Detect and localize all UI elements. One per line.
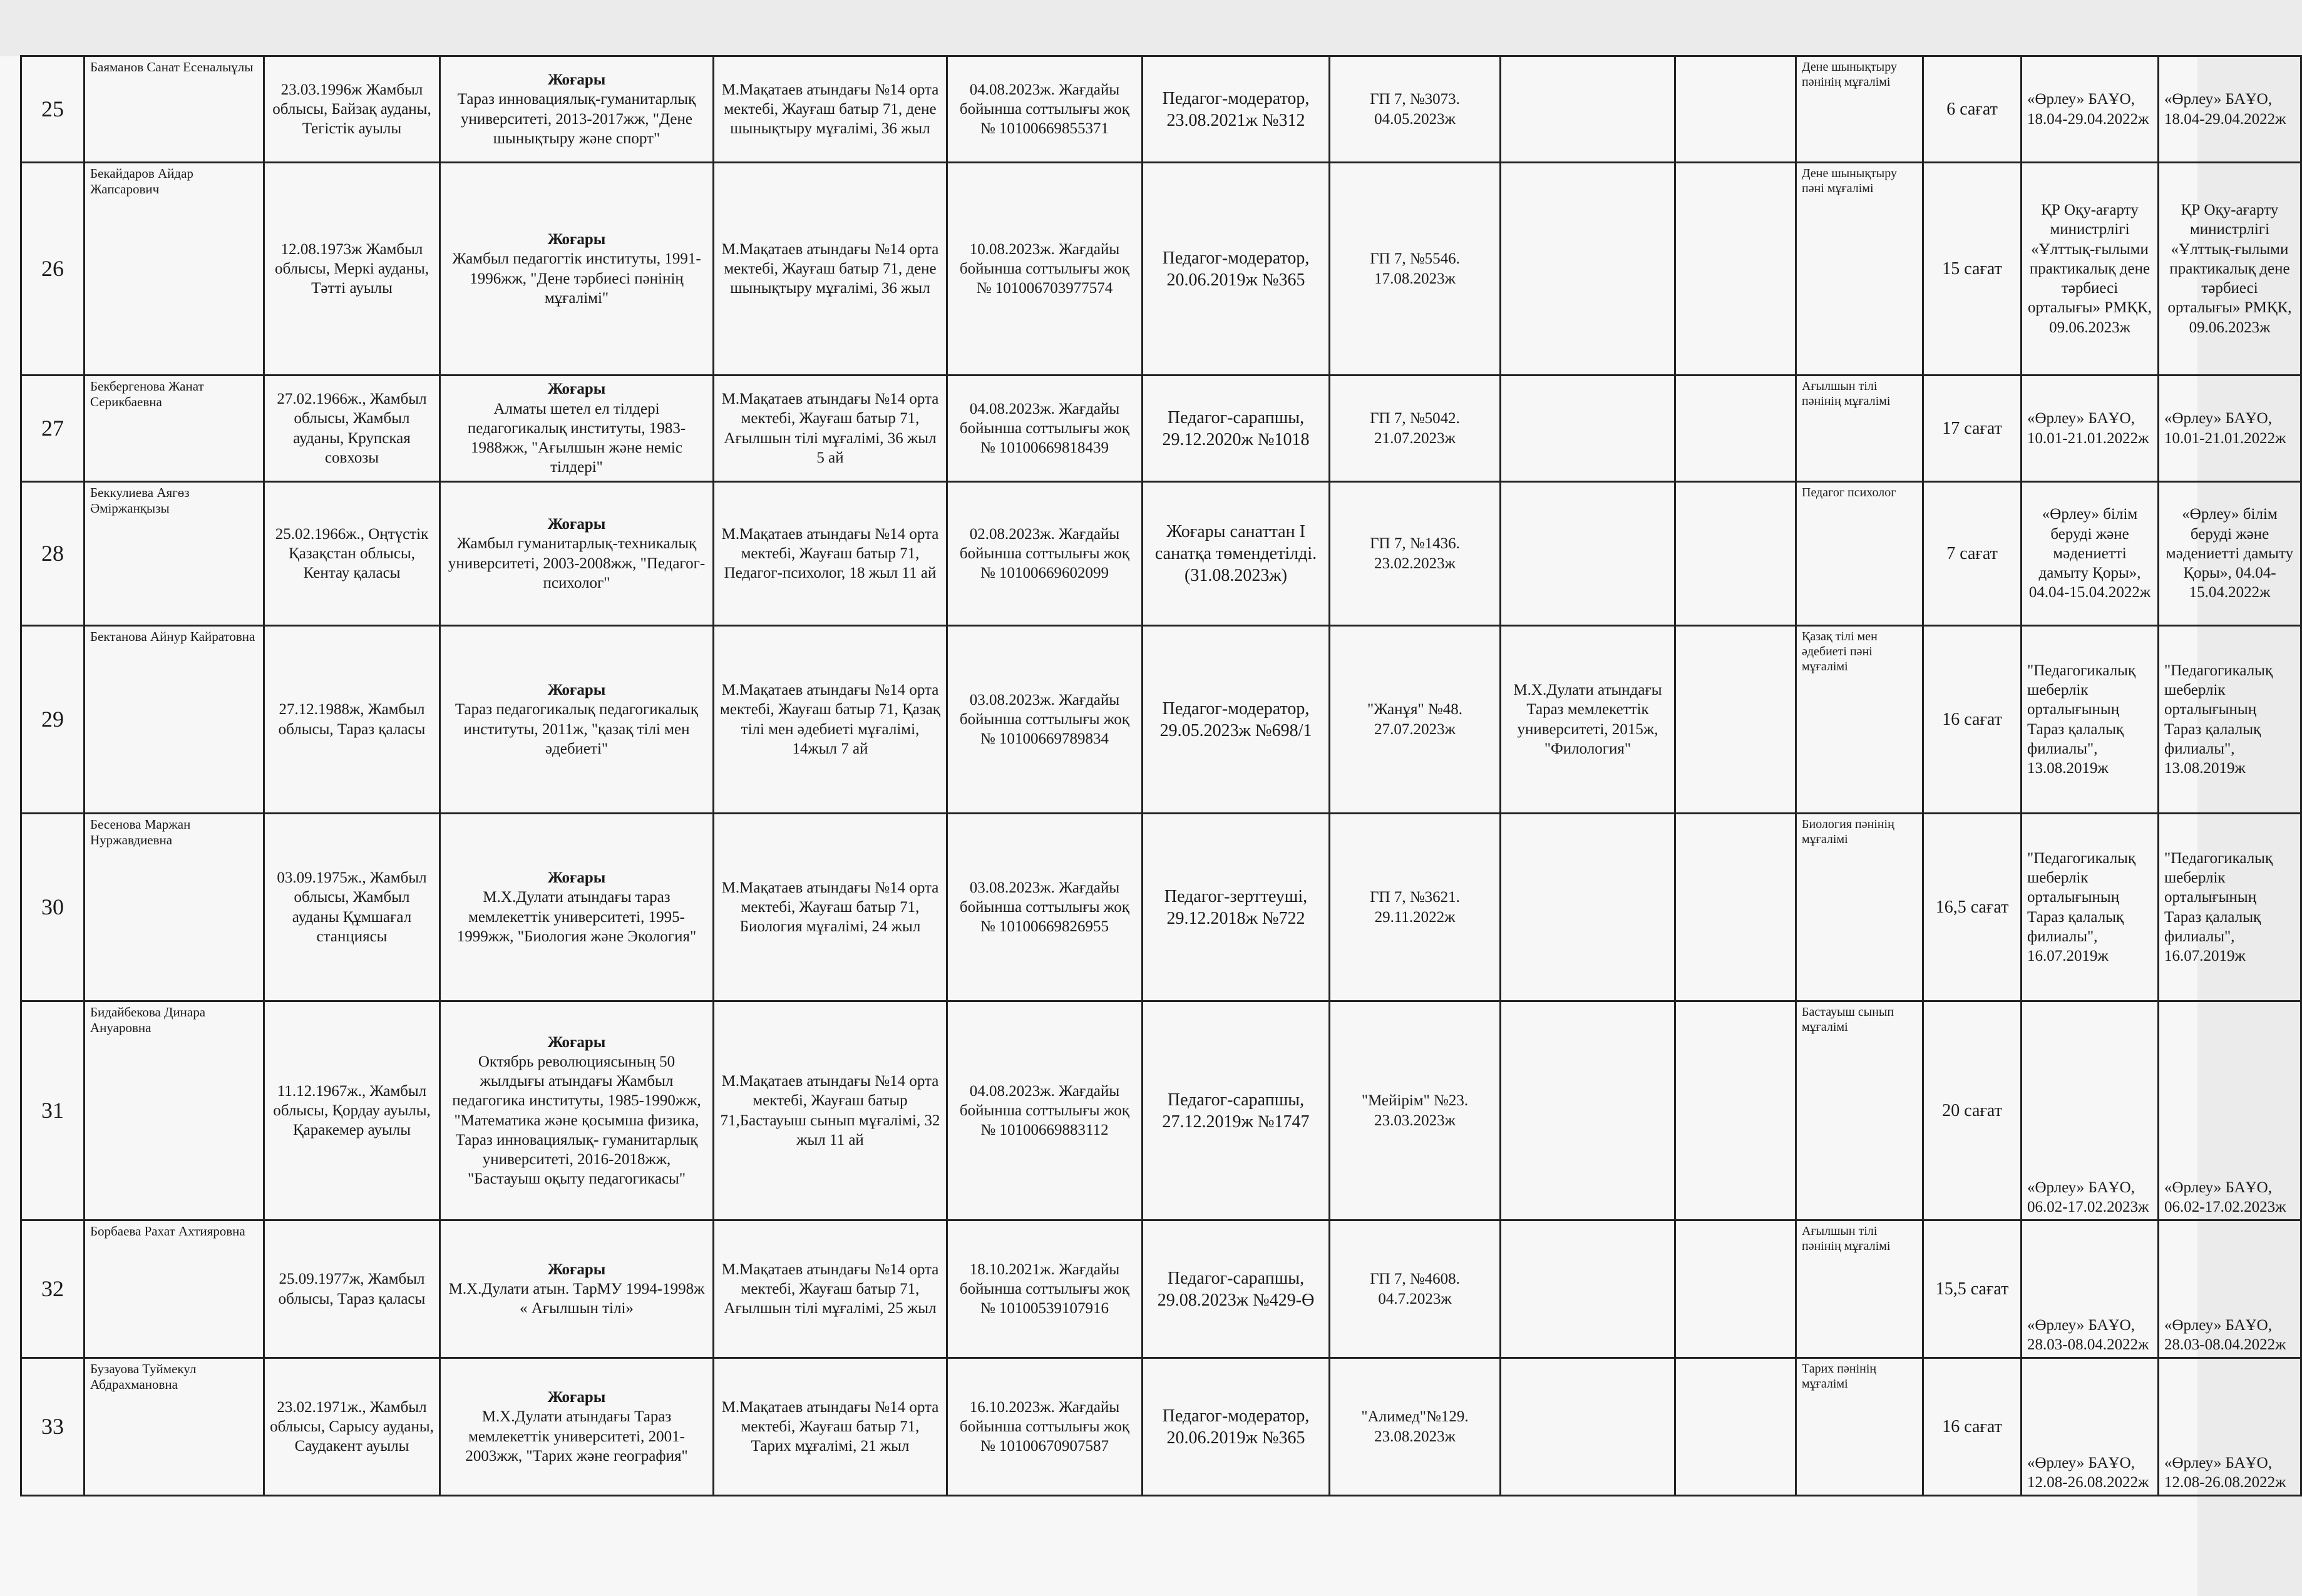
row-number: 25 [21, 56, 85, 163]
course-info-1: "Педагогикалық шеберлік орталығының Тараз қалалық филиалы", 16.07.2019ж [2022, 814, 2159, 1001]
education-level: Жоғары [547, 71, 606, 88]
workplace-info: М.Мақатаев атындағы №14 орта мектебі, Жауғаш батыр 71, дене шынықтыру мұғалімі, 36 жыл [714, 56, 947, 163]
education-info [440, 56, 714, 163]
education-text: М.Х.Дулати атын. ТарМУ 1994-1998ж « Ағылшын тілі» [448, 1280, 705, 1317]
course-info-1: «Өрлеу» БАҰО, 28.03-08.04.2022ж [2022, 1220, 2159, 1358]
position-info: Ағылшын тілі пәнінің мұғалімі [1796, 1220, 1923, 1358]
position-info: Дене шынықтыру пәні мұғалімі [1796, 163, 1923, 376]
teacher-name: Баяманов Санат Есеналыұлы [85, 56, 264, 163]
category-info: Педагог-сарапшы, 27.12.2019ж №1747 [1143, 1001, 1330, 1220]
birth-info: 25.02.1966ж., Оңтүстік Қазақстан облысы, Кентау қаласы [264, 482, 440, 626]
row-number: 31 [21, 1001, 85, 1220]
position-info: Биология пәнінің мұғалімі [1796, 814, 1923, 1001]
row-number: 28 [21, 482, 85, 626]
workplace-info: М.Мақатаев атындағы №14 орта мектебі, Жауғаш батыр 71, Қазақ тілі мен әдебиеті мұғалімі, 14жыл 7 ай [714, 626, 947, 814]
table-row [21, 1220, 2301, 1358]
certificate-info: 10.08.2023ж. Жағдайы бойынша соттылығы жоқ № 101006703977574 [947, 163, 1143, 376]
position-info: Бастауыш сынып мұғалімі [1796, 1001, 1923, 1220]
category-info: Педагог-модератор, 20.06.2019ж №365 [1143, 163, 1330, 376]
category-info: Педагог-зерттеуші, 29.12.2018ж №722 [1143, 814, 1330, 1001]
course-info-1: "Педагогикалық шеберлік орталығының Тараз қалалық филиалы", 13.08.2019ж [2022, 626, 2159, 814]
course-info-2: «Өрлеу» БАҰО, 18.04-29.04.2022ж [2159, 56, 2301, 163]
workplace-info: М.Мақатаев атындағы №14 орта мектебі, Жауғаш батыр 71, Педагог-психолог, 18 жыл 11 ай [714, 482, 947, 626]
attestation-info: ГП 7, №5546. 17.08.2023ж [1330, 163, 1501, 376]
position-info: Ағылшын тілі пәнінің мұғалімі [1796, 376, 1923, 482]
table-row [21, 1001, 2301, 1220]
education-level: Жоғары [547, 682, 606, 698]
education-text: М.Х.Дулати атындағы тараз мемлекеттік университеті, 1995-1999жж, "Биология және Экология" [456, 889, 697, 945]
row-number: 32 [21, 1220, 85, 1358]
position-info: Қазақ тілі мен әдебиеті пәні мұғалімі [1796, 626, 1923, 814]
education-info [440, 376, 714, 482]
certificate-info: 04.08.2023ж. Жағдайы бойынша соттылығы жоқ № 10100669818439 [947, 376, 1143, 482]
birth-info: 11.12.1967ж., Жамбыл облысы, Қордау ауылы, Қаракемер ауылы [264, 1001, 440, 1220]
teaching-hours: 16 сағат [1923, 1358, 2022, 1496]
teaching-hours: 15,5 сағат [1923, 1220, 2022, 1358]
attestation-info: "Жанұя" №48. 27.07.2023ж [1330, 626, 1501, 814]
extra-cell [1675, 1001, 1796, 1220]
second-education: М.Х.Дулати атындағы Тараз мемлекеттік университеті, 2015ж, "Филология" [1501, 626, 1675, 814]
second-education [1501, 482, 1675, 626]
course-info-1: «Өрлеу» БАҰО, 12.08-26.08.2022ж [2022, 1358, 2159, 1496]
category-info: Педагог-модератор, 29.05.2023ж №698/1 [1143, 626, 1330, 814]
birth-info: 03.09.1975ж., Жамбыл облысы, Жамбыл ауданы Құмшағал станциясы [264, 814, 440, 1001]
course-info-2: «Өрлеу» БАҰО, 06.02-17.02.2023ж [2159, 1001, 2301, 1220]
teaching-hours: 7 сағат [1923, 482, 2022, 626]
teaching-hours: 16 сағат [1923, 626, 2022, 814]
extra-cell [1675, 482, 1796, 626]
education-level: Жоғары [547, 231, 606, 248]
birth-info: 12.08.1973ж Жамбыл облысы, Меркі ауданы, Тәтті ауылы [264, 163, 440, 376]
attestation-info: "Алимед"№129. 23.08.2023ж [1330, 1358, 1501, 1496]
course-info-2: «Өрлеу» БАҰО, 10.01-21.01.2022ж [2159, 376, 2301, 482]
birth-info: 27.12.1988ж, Жамбыл облысы, Тараз қаласы [264, 626, 440, 814]
course-info-2: "Педагогикалық шеберлік орталығының Тараз қалалық филиалы", 13.08.2019ж [2159, 626, 2301, 814]
extra-cell [1675, 1220, 1796, 1358]
certificate-info: 02.08.2023ж. Жағдайы бойынша соттылығы жоқ № 10100669602099 [947, 482, 1143, 626]
course-info-1: ҚР Оқу-ағарту министрлігі «Ұлттық-ғылыми практикалық дене тәрбиесі орталығы» РМҚК, 09.06.2023ж [2022, 163, 2159, 376]
table-row [21, 376, 2301, 482]
education-level: Жоғары [547, 381, 606, 398]
birth-info: 25.09.1977ж, Жамбыл облысы, Тараз қаласы [264, 1220, 440, 1358]
second-education [1501, 814, 1675, 1001]
certificate-info: 04.08.2023ж. Жағдайы бойынша соттылығы жоқ № 10100669855371 [947, 56, 1143, 163]
education-text: Алматы шетел ел тілдері педагогикалық институты, 1983-1988жж, "Ағылшын және неміс тілдері" [467, 400, 686, 476]
row-number: 30 [21, 814, 85, 1001]
education-info [440, 1001, 714, 1220]
workplace-info: М.Мақатаев атындағы №14 орта мектебі, Жауғаш батыр 71, дене шынықтыру мұғалімі, 36 жыл [714, 163, 947, 376]
category-info: Педагог-модератор, 20.06.2019ж №365 [1143, 1358, 1330, 1496]
second-education [1501, 1358, 1675, 1496]
table-row [21, 56, 2301, 163]
course-info-1: «Өрлеу» БАҰО, 10.01-21.01.2022ж [2022, 376, 2159, 482]
education-info [440, 163, 714, 376]
table-row [21, 814, 2301, 1001]
education-text: Тараз инновациялық-гуманитарлық университеті, 2013-2017жж, "Дене шынықтыру және спорт" [457, 91, 696, 147]
extra-cell [1675, 626, 1796, 814]
teacher-name: Бесенова Маржан Нуржавдиевна [85, 814, 264, 1001]
table-row [21, 626, 2301, 814]
second-education [1501, 56, 1675, 163]
education-info [440, 1358, 714, 1496]
attestation-info: "Мейірім" №23. 23.03.2023ж [1330, 1001, 1501, 1220]
certificate-info: 16.10.2023ж. Жағдайы бойынша соттылығы жоқ № 10100670907587 [947, 1358, 1143, 1496]
education-info [440, 1220, 714, 1358]
course-info-2: "Педагогикалық шеберлік орталығының Тараз қалалық филиалы", 16.07.2019ж [2159, 814, 2301, 1001]
category-info: Жоғары санаттан І санатқа төмендетілді. (31.08.2023ж) [1143, 482, 1330, 626]
position-info: Дене шынықтыру пәнінің мұғалімі [1796, 56, 1923, 163]
education-level: Жоғары [547, 1033, 606, 1051]
teacher-name: Беккулиева Аягөз Әміржанқызы [85, 482, 264, 626]
education-info [440, 626, 714, 814]
position-info: Педагог психолог [1796, 482, 1923, 626]
course-info-1: «Өрлеу» БАҰО, 18.04-29.04.2022ж [2022, 56, 2159, 163]
birth-info: 23.02.1971ж., Жамбыл облысы, Сарысу ауданы, Саудакент ауылы [264, 1358, 440, 1496]
certificate-info: 03.08.2023ж. Жағдайы бойынша соттылығы жоқ № 10100669826955 [947, 814, 1143, 1001]
second-education [1501, 376, 1675, 482]
course-info-2: «Өрлеу» БАҰО, 12.08-26.08.2022ж [2159, 1358, 2301, 1496]
teacher-name: Борбаева Рахат Ахтияровна [85, 1220, 264, 1358]
workplace-info: М.Мақатаев атындағы №14 орта мектебі, Жауғаш батыр 71, Ағылшын тілі мұғалімі, 36 жыл 5 ай [714, 376, 947, 482]
table-row [21, 163, 2301, 376]
teaching-hours: 16,5 сағат [1923, 814, 2022, 1001]
birth-info: 23.03.1996ж Жамбыл облысы, Байзақ ауданы, Тегістік ауылы [264, 56, 440, 163]
attestation-info: ГП 7, №1436. 23.02.2023ж [1330, 482, 1501, 626]
second-education [1501, 1001, 1675, 1220]
row-number: 27 [21, 376, 85, 482]
position-info: Тарих пәнінің мұғалімі [1796, 1358, 1923, 1496]
teacher-name: Бекбергенова Жанат Серикбаевна [85, 376, 264, 482]
teaching-hours: 15 сағат [1923, 163, 2022, 376]
teacher-name: Бекайдаров Айдар Жапсарович [85, 163, 264, 376]
extra-cell [1675, 376, 1796, 482]
staff-table [20, 55, 2302, 1496]
extra-cell [1675, 163, 1796, 376]
education-level: Жоғары [547, 869, 606, 886]
attestation-info: ГП 7, №3073. 04.05.2023ж [1330, 56, 1501, 163]
education-info [440, 814, 714, 1001]
course-info-2: «Өрлеу» білім беруді және мәдениетті дамыту Қоры», 04.04-15.04.2022ж [2159, 482, 2301, 626]
teaching-hours: 17 сағат [1923, 376, 2022, 482]
extra-cell [1675, 814, 1796, 1001]
education-level: Жоғары [547, 1389, 606, 1406]
workplace-info: М.Мақатаев атындағы №14 орта мектебі, Жауғаш батыр 71,Бастауыш сынып мұғалімі, 32 жыл 11 ай [714, 1001, 947, 1220]
teacher-name: Бектанова Айнур Кайратовна [85, 626, 264, 814]
row-number: 29 [21, 626, 85, 814]
course-info-2: «Өрлеу» БАҰО, 28.03-08.04.2022ж [2159, 1220, 2301, 1358]
education-text: Жамбыл педагогтік институты, 1991-1996жж, "Дене тәрбиесі пәнінің мұғалімі" [452, 250, 701, 307]
course-info-2: ҚР Оқу-ағарту министрлігі «Ұлттық-ғылыми практикалық дене тәрбиесі орталығы» РМҚК, 09.06.2023ж [2159, 163, 2301, 376]
attestation-info: ГП 7, №4608. 04.7.2023ж [1330, 1220, 1501, 1358]
teacher-name: Бузауова Туймекул Абдрахмановна [85, 1358, 264, 1496]
second-education [1501, 163, 1675, 376]
course-info-1: «Өрлеу» БАҰО, 06.02-17.02.2023ж [2022, 1001, 2159, 1220]
certificate-info: 04.08.2023ж. Жағдайы бойынша соттылығы жоқ № 10100669883112 [947, 1001, 1143, 1220]
certificate-info: 18.10.2021ж. Жағдайы бойынша соттылығы жоқ № 10100539107916 [947, 1220, 1143, 1358]
row-number: 33 [21, 1358, 85, 1496]
workplace-info: М.Мақатаев атындағы №14 орта мектебі, Жауғаш батыр 71, Ағылшын тілі мұғалімі, 25 жыл [714, 1220, 947, 1358]
course-info-1: «Өрлеу» білім беруді және мәдениетті дамыту Қоры», 04.04-15.04.2022ж [2022, 482, 2159, 626]
extra-cell [1675, 56, 1796, 163]
row-number: 26 [21, 163, 85, 376]
attestation-info: ГП 7, №5042. 21.07.2023ж [1330, 376, 1501, 482]
education-text: Жамбыл гуманитарлық-техникалық университеті, 2003-2008жж, "Педагог-психолог" [448, 535, 706, 591]
extra-cell [1675, 1358, 1796, 1496]
category-info: Педагог-модератор, 23.08.2021ж №312 [1143, 56, 1330, 163]
category-info: Педагог-сарапшы, 29.12.2020ж №1018 [1143, 376, 1330, 482]
workplace-info: М.Мақатаев атындағы №14 орта мектебі, Жауғаш батыр 71, Биология мұғалімі, 24 жыл [714, 814, 947, 1001]
education-text: Тараз педагогикалық педагогикалық институты, 2011ж, "қазақ тілі мен әдебиеті" [455, 701, 699, 757]
certificate-info: 03.08.2023ж. Жағдайы бойынша соттылығы жоқ № 10100669789834 [947, 626, 1143, 814]
birth-info: 27.02.1966ж., Жамбыл облысы, Жамбыл ауданы, Крупская совхозы [264, 376, 440, 482]
education-text: М.Х.Дулати атындағы Тараз мемлекеттік университеті, 2001-2003жж, "Тарих және география" [465, 1408, 688, 1465]
table-row [21, 482, 2301, 626]
second-education [1501, 1220, 1675, 1358]
attestation-info: ГП 7, №3621. 29.11.2022ж [1330, 814, 1501, 1001]
teaching-hours: 6 сағат [1923, 56, 2022, 163]
category-info: Педагог-сарапшы, 29.08.2023ж №429-Ө [1143, 1220, 1330, 1358]
teaching-hours: 20 сағат [1923, 1001, 2022, 1220]
teacher-name: Бидайбекова Динара Ануаровна [85, 1001, 264, 1220]
table-row [21, 1358, 2301, 1496]
workplace-info: М.Мақатаев атындағы №14 орта мектебі, Жауғаш батыр 71, Тарих мұғалімі, 21 жыл [714, 1358, 947, 1496]
education-level: Жоғары [547, 516, 606, 533]
education-text: Октябрь революциясының 50 жылдығы атындағы Жамбыл педагогика институты, 1985-1990жж, "Математика және қосымша физика, Тараз инновациялық- гуманитарлық университеті, 2016-2018жж, "Бастауыш оқыту педагогикасы" [452, 1053, 701, 1188]
education-info [440, 482, 714, 626]
education-level: Жоғары [547, 1261, 606, 1278]
